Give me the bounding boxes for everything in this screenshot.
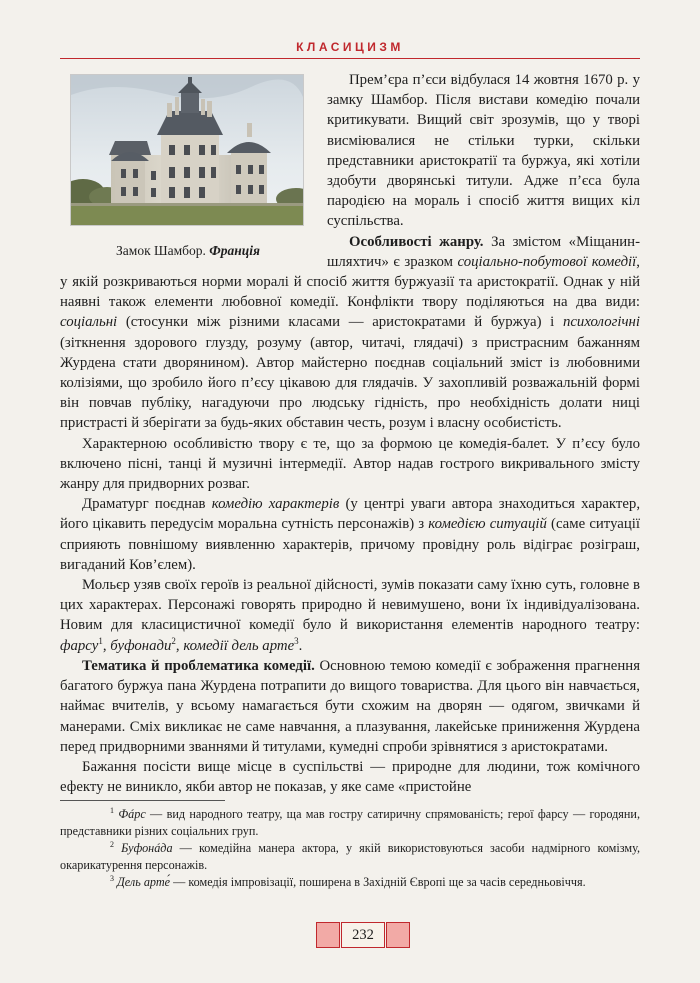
body-text bbox=[60, 70, 640, 797]
footnote-ref-1[interactable]: 1 bbox=[98, 635, 103, 646]
folio-right-block bbox=[386, 922, 410, 948]
footnote-2: $^2$ Буфонáда — комедійна манера актора, у якій використовуються засоби надмірного комізму, окарикатурення персонажів. bbox=[60, 839, 641, 872]
heading-genre: Особливості жанру. bbox=[349, 233, 484, 250]
page-number: 232 bbox=[341, 922, 385, 948]
footnote-1: $^1$ Фáрс — вид народного театру, ща мав гостру сатиричну спрямованість; герої фарсу — городяни, представники різних соціальних груп. bbox=[60, 805, 640, 838]
heading-theme: Тематика й проблематика комедії. bbox=[82, 657, 315, 674]
footnote-ref-3[interactable]: 3 bbox=[294, 635, 299, 646]
paragraph-folk-theatre: Мольєр узяв своїх героїв із реальної дійсності, зумів показати саму їхню суть, головне в цих характерах. Персонажі говорять природно й невимушено, вони їх індивідуалізована. Новим для класицистичної комедії було й використання елементів народного театру: фарсу$^1$, буфонади$^2$, комедії дель арте$^3$. bbox=[60, 577, 640, 654]
paragraph-comedy-ballet: Характерною особливістю твору є те, що за формою це комедія-балет. У п’єсу було включено пісні, танці й музичні інтермедії. Автор надав гострого викривального змісту жанру для придворних розваг. bbox=[60, 435, 640, 493]
footnote-3: $^3$ Дель арте́ — комедія імпровізації, поширена в Західній Європі ще за часів середньовіччя. bbox=[110, 873, 586, 889]
paragraph-theme: Тематика й проблематика комедії. Основною темою комедії є зображення прагнення багатого буржуа пана Журдена потрапити до вищого товариства. Для цього він навчається, наймає вчителів, у всьому намагається бути схожим на дворян — одягом, звичками й манерами. Сміх викликає не саме навчання, а плазування, лакейське приниження Журдена перед придворними званнями й титулами, кумедні спроби зрівнятися з аристократами. bbox=[60, 657, 641, 755]
caption-country: Франція bbox=[209, 243, 260, 258]
footnote-ref-2[interactable]: 2 bbox=[171, 635, 176, 646]
footnote-rule bbox=[60, 800, 225, 801]
paragraph-characters: Драматург поєднав комедію характерів (у центрі уваги автора знаходиться характер, його цікавить передусім моральна сутність персонажів) з комедією ситуацій (саме ситуації сприяють повнішому виявленню характерів, причому провідну роль відіграє розіграш, вигаданий Ков’єлем). bbox=[60, 496, 641, 573]
folio-left-block bbox=[316, 922, 340, 948]
page-folio bbox=[0, 920, 700, 950]
paragraph-desire: Бажання посісти вище місце в суспільстві — природне для людини, тож комічного ефекту не виникло, якби автор не показав, у яке саме «пристойне bbox=[60, 758, 640, 796]
running-head-title: КЛАСИЦИЗМ bbox=[296, 40, 404, 54]
paragraph-genre: Особливості жанру. За змістом «Міщанин-шляхтич» є зразком соціально-побутової комедії, у якій розкриваються норми моралі й спосіб життя буржуазії та аристократії. Однак у ній наявні також елементи любовної комедії. Конфлікти твору поділяються на два види: соціальні (стосунки між різними класами — аристократами й буржуа) і психологічні (зіткнення здорового глузду, розуму (автор, читачі, глядачі) з пристрасним бажанням Журдена стати дворянином). Автор майстерно поєднав соціальний зміст із любовними колізіями, що зробило його п’єсу цікавою для глядачів. У захопливій розважальній формі він повчав публіку, нагадуючи про людську гідність, про необхідність долати ниці пристрасті й зберігати за будь-яких обставин честь, розум і власну особистість. bbox=[60, 233, 640, 432]
caption-text: Замок Шамбор. bbox=[116, 243, 206, 258]
footnotes bbox=[60, 806, 640, 891]
header-rule bbox=[60, 58, 640, 59]
paragraph-premiere: Прем’єра п’єси відбулася 14 жовтня 1670 р. у замку Шамбор. Після вистави комедію почали критикувати. Вищий світ зрозумів, що у творі висміювалися не стільки турки, скільки представники аристократії та буржуа, які хотіли здобути дворянські титули. Адже п’єса була пародією на мораль і спосіб життя вищих кіл суспільства. bbox=[327, 72, 640, 230]
